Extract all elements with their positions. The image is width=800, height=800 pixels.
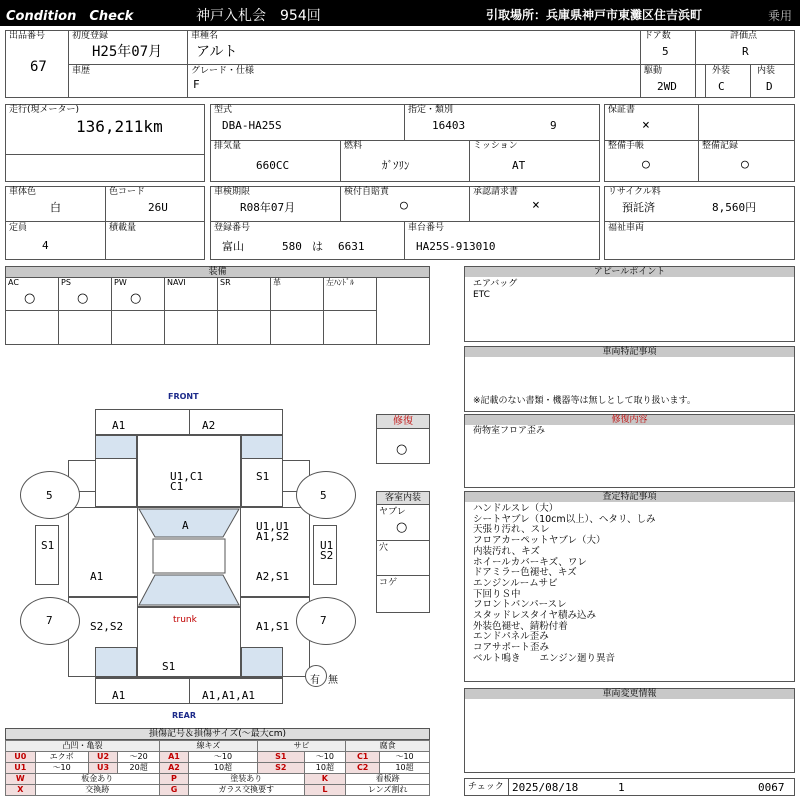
inspection-note-line: 天張り汚れ、スレ	[473, 524, 550, 536]
mission-label: ミッション	[473, 141, 518, 151]
warranty-value: ×	[642, 118, 650, 133]
legend-cell: ガラス交換要す	[189, 785, 305, 796]
equipment-label: PS	[61, 278, 71, 287]
rear-panel	[95, 654, 283, 678]
equipment-cell-2	[112, 277, 165, 311]
legend-cell: 〜10	[35, 763, 88, 774]
equipment-label: SR	[220, 278, 231, 287]
mileage-panel	[5, 104, 205, 182]
displacement-value: 660CC	[256, 159, 290, 172]
approval-value: ×	[532, 198, 540, 213]
check-code: 0067	[758, 781, 785, 794]
spare-presence: 有	[310, 675, 320, 686]
cabin-value-tear: ○	[396, 520, 408, 535]
cabin-panel	[376, 491, 430, 613]
legend-cell: レンズ割れ	[346, 785, 430, 796]
equipment-title: 装備	[5, 266, 430, 278]
equipment-blank-cell	[165, 311, 218, 344]
left-front-door	[68, 507, 138, 597]
drive-value: 2WD	[657, 80, 677, 93]
color-code-value: 26U	[148, 201, 168, 214]
equipment-blank-cell	[112, 311, 165, 344]
equipment-value: ○	[130, 291, 142, 306]
legend-cell: 〜10	[304, 752, 346, 763]
score-value: R	[742, 45, 749, 58]
inspection-label: 車検期限	[214, 187, 251, 197]
legend-cell: 10超	[304, 763, 346, 774]
record-value: ○	[741, 157, 749, 172]
legend-table	[5, 740, 430, 796]
mark-left-door: A1	[90, 570, 104, 583]
equipment-cell-5	[271, 277, 324, 311]
load-label: 積載量	[109, 223, 137, 233]
chassis-value: HA25S-913010	[416, 240, 496, 253]
legend-cell: U1	[6, 763, 36, 774]
record-label: 整備記録	[702, 141, 739, 151]
inspection-note-line: ホイールカバーキズ、ワレ	[473, 556, 587, 568]
inspection-note-line: フロアカーペットヤブレ（大）	[473, 535, 606, 547]
repair-box	[376, 414, 430, 464]
legend-cell: 塗装あり	[189, 774, 305, 785]
doors-value: 5	[662, 45, 669, 58]
right-headlight	[241, 435, 283, 459]
legend-cell: 〜10	[189, 752, 258, 763]
damage-diagram	[0, 385, 375, 725]
interior-value: D	[766, 80, 773, 93]
pickup-location: 引取場所：兵庫県神戸市東灘区住吉浜町	[486, 8, 703, 22]
legend-cell: X	[6, 785, 36, 796]
fuel-value: ｶﾞｿﾘﾝ	[382, 159, 410, 172]
history-label: 車歴	[72, 66, 91, 76]
equipment-cell-1	[59, 277, 112, 311]
mark-windshield: A	[182, 519, 189, 532]
legend-cell: 交換跡	[35, 785, 159, 796]
model-value: DBA-HA25S	[222, 119, 282, 132]
inspection-notes-title: 査定特記事項	[464, 491, 795, 503]
legend-cell: 〜10	[380, 752, 430, 763]
color-label: 車体色	[9, 187, 37, 197]
legend-cell: C2	[346, 763, 380, 774]
legend-cell: A2	[159, 763, 188, 774]
inspection-value: R08年07月	[240, 201, 296, 214]
legend-header: サビ	[257, 741, 345, 752]
legend-cell: S1	[257, 752, 304, 763]
equipment-label: 左ﾊﾝﾄﾞﾙ	[326, 278, 354, 287]
fuel-label: 燃料	[344, 141, 363, 151]
color-value: 白	[50, 201, 61, 214]
recycle-status: 預託済	[622, 201, 655, 214]
change-info-title: 車両変更情報	[464, 688, 795, 700]
inspection-note-line: エンドパネル歪み	[473, 631, 549, 643]
class-value: 9	[550, 119, 557, 132]
warranty-label: 保証書	[608, 105, 636, 115]
equipment-label: 革	[273, 278, 281, 287]
inspection-notes-body	[464, 502, 795, 682]
legend-cell: K	[304, 774, 346, 785]
cabin-label-tear: ヤブレ	[379, 507, 406, 517]
welfare-label: 福祉車両	[608, 223, 645, 233]
equipment-blank-cell	[218, 311, 271, 344]
mark-right-mirror-1: U1	[320, 539, 334, 552]
legend-cell: W	[6, 774, 36, 785]
model-label: 型式	[214, 105, 233, 115]
plate-kana: は	[312, 240, 323, 253]
trunk-label: trunk	[173, 615, 197, 625]
auction-name: 神戸入札会 954回	[196, 8, 321, 24]
inspection-note-line: シートヤブレ（10cm以上）、ヘタリ、しみ	[473, 513, 656, 525]
grade-value: F	[193, 78, 200, 91]
vehicle-category: 乗用	[768, 9, 793, 23]
plate-region: 富山	[222, 240, 244, 253]
legend-title: 損傷記号＆損傷サイズ(〜最大cm)	[5, 728, 430, 740]
inspection-note-line: コアサポート歪み	[473, 642, 550, 654]
grade-label: グレード・仕様	[191, 66, 255, 76]
equipment-value: ○	[77, 291, 89, 306]
front-label: FRONT	[168, 392, 199, 401]
legend-cell: P	[159, 774, 188, 785]
mark-left-mirror: S1	[41, 539, 55, 552]
equipment-blank-cell	[324, 311, 377, 344]
header-bar	[0, 0, 800, 26]
mark-right-front-door-2: A1,S2	[256, 530, 290, 543]
equipment-label: NAVI	[167, 278, 186, 287]
designation-value: 16403	[432, 119, 466, 132]
mileage-label: 走行(現メーター)	[9, 105, 80, 115]
check-num: 1	[618, 781, 625, 794]
mark-front-right: A2	[202, 419, 216, 432]
score-label: 評価点	[730, 31, 758, 41]
mark-left-rear-fender: S2,S2	[90, 620, 124, 633]
equipment-table	[5, 277, 430, 345]
cabin-label-hole: 穴	[379, 543, 389, 553]
legend-cell: U2	[88, 752, 118, 763]
change-info-body	[464, 699, 795, 773]
mission-value: AT	[512, 159, 526, 172]
legend-cell: U3	[88, 763, 118, 774]
capacity-label: 定員	[9, 223, 28, 233]
mark-right-front-fender: S1	[256, 470, 270, 483]
legend-cell: 20超	[118, 763, 160, 774]
inspection-note-line: エンジンルームサビ	[473, 577, 558, 589]
insurance-value: ○	[400, 198, 408, 213]
drive-label: 駆動	[644, 66, 663, 76]
mark-rear-bumper-right: A1,A1,A1	[202, 689, 255, 702]
repair-box-title: 修復	[377, 415, 429, 429]
equipment-blank-cell	[6, 311, 59, 344]
special-body	[464, 357, 795, 412]
mark-right-mirror-2: S2	[320, 549, 334, 562]
exterior-label: 外装	[712, 66, 731, 76]
equipment-blank-cell	[59, 311, 112, 344]
cabin-label-burn: コゲ	[379, 578, 398, 588]
left-headlight	[95, 435, 137, 459]
left-mirror	[35, 525, 59, 585]
legend-cell: C1	[346, 752, 380, 763]
mark-right-front-door-1: U1,U1	[256, 520, 290, 533]
legend-header: 腐食	[346, 741, 430, 752]
legend-cell: 板金あり	[35, 774, 159, 785]
repair-box-value: ○	[396, 442, 408, 457]
legend-header: 凸凹・亀裂	[6, 741, 160, 752]
mark-front-left: A1	[112, 419, 126, 432]
mark-rear-panel: S1	[162, 660, 176, 673]
color-code-label: 色コード	[109, 187, 146, 197]
plate-class: 580	[282, 240, 302, 253]
spare-absence: 無	[328, 675, 338, 686]
recycle-amount: 8,560円	[712, 201, 757, 214]
interior-label: 内装	[757, 66, 776, 76]
equipment-cell-3	[165, 277, 218, 311]
legend-cell: L	[304, 785, 346, 796]
repair-content-body	[464, 425, 795, 488]
capacity-value: 4	[42, 239, 49, 252]
repair-content-title: 修復内容	[464, 414, 795, 426]
designation-label: 指定・類別	[408, 105, 454, 115]
recycle-label: リサイクル料	[608, 187, 661, 197]
equipment-cell-6	[324, 277, 377, 311]
rear-label: REAR	[172, 711, 196, 720]
legend-cell: 看板跡	[346, 774, 430, 785]
lot-value: 67	[30, 59, 47, 75]
mark-tire-rr: 7	[320, 614, 327, 627]
approval-label: 承認請求書	[473, 187, 519, 197]
exterior-value: C	[718, 80, 725, 93]
mark-hood-1: U1,C1	[170, 470, 204, 483]
lot-label: 出品番号	[9, 31, 46, 41]
manual-value: ○	[642, 157, 650, 172]
inspection-note-line: 下回りＳ中	[473, 588, 521, 600]
inspection-note-line: フロントバンパースレ	[473, 599, 567, 611]
cabin-title: 客室内装	[377, 492, 429, 505]
appeal-line: ETC	[473, 290, 490, 300]
first-reg-value: H25年07月	[92, 44, 163, 60]
legend-cell: U0	[6, 752, 36, 763]
repair-content-text: 荷物室フロア歪み	[473, 426, 546, 436]
special-title: 車両特記事項	[464, 346, 795, 358]
legend-cell: エクボ	[35, 752, 88, 763]
legend-cell: 10超	[189, 763, 258, 774]
appeal-line: エアバッグ	[473, 279, 518, 289]
first-reg-label: 初度登録	[72, 31, 109, 41]
appeal-body	[464, 277, 795, 342]
legend-cell: 〜20	[118, 752, 160, 763]
legend-header: 線キズ	[159, 741, 257, 752]
car-name-value: アルト	[196, 44, 238, 60]
appeal-title: アピールポイント	[464, 266, 795, 278]
plate-label: 登録番号	[214, 223, 251, 233]
check-date: 2025/08/18	[512, 781, 579, 794]
check-label: チェック	[468, 782, 504, 792]
legend-cell: G	[159, 785, 188, 796]
special-note: ※記載のない書類・機器等は無しとして取り扱います。	[473, 396, 696, 406]
chassis-label: 車台番号	[408, 223, 445, 233]
legend-cell: 10超	[380, 763, 430, 774]
car-name-label: 車種名	[191, 31, 219, 41]
equipment-cell-4	[218, 277, 271, 311]
mark-tire-lf: 5	[46, 489, 53, 502]
equipment-blank-cell	[271, 311, 324, 344]
mark-hood-2: C1	[170, 480, 184, 493]
equipment-cell-0	[6, 277, 59, 311]
inspection-note-line: ドアミラー色褪せ、キズ	[473, 567, 577, 579]
inspection-note-line: 内装汚れ、キズ	[473, 545, 540, 557]
inspection-note-line: ハンドルスレ（大）	[473, 503, 559, 514]
legend-cell: A1	[159, 752, 188, 763]
inspection-note-line: 外装色褪せ、錆粉付着	[473, 620, 568, 632]
mark-tire-lr: 7	[46, 614, 53, 627]
legend-cell: S2	[257, 763, 304, 774]
header-title: Condition Check	[6, 9, 134, 24]
mark-right-rear-door: A2,S1	[256, 570, 290, 583]
manual-label: 整備手帳	[608, 141, 645, 151]
roof-area	[137, 507, 241, 607]
inspection-note-line: ベルト鳴き エンジン廻り異音	[473, 652, 616, 664]
mileage-value: 136,211km	[76, 117, 163, 136]
insurance-label: 検付自賠責	[344, 187, 390, 197]
displacement-label: 排気量	[214, 141, 242, 151]
equipment-label: PW	[114, 278, 127, 287]
mark-rear-bumper-left: A1	[112, 689, 126, 702]
equipment-label: AC	[8, 278, 19, 287]
doors-label: ドア数	[644, 31, 671, 41]
inspection-note-line: スタッドレスタイヤ積み込み	[473, 610, 597, 621]
mark-right-rear-fender: A1,S1	[256, 620, 290, 633]
mark-tire-rf: 5	[320, 489, 327, 502]
equipment-value: ○	[24, 291, 36, 306]
plate-number: 6631	[338, 240, 365, 253]
